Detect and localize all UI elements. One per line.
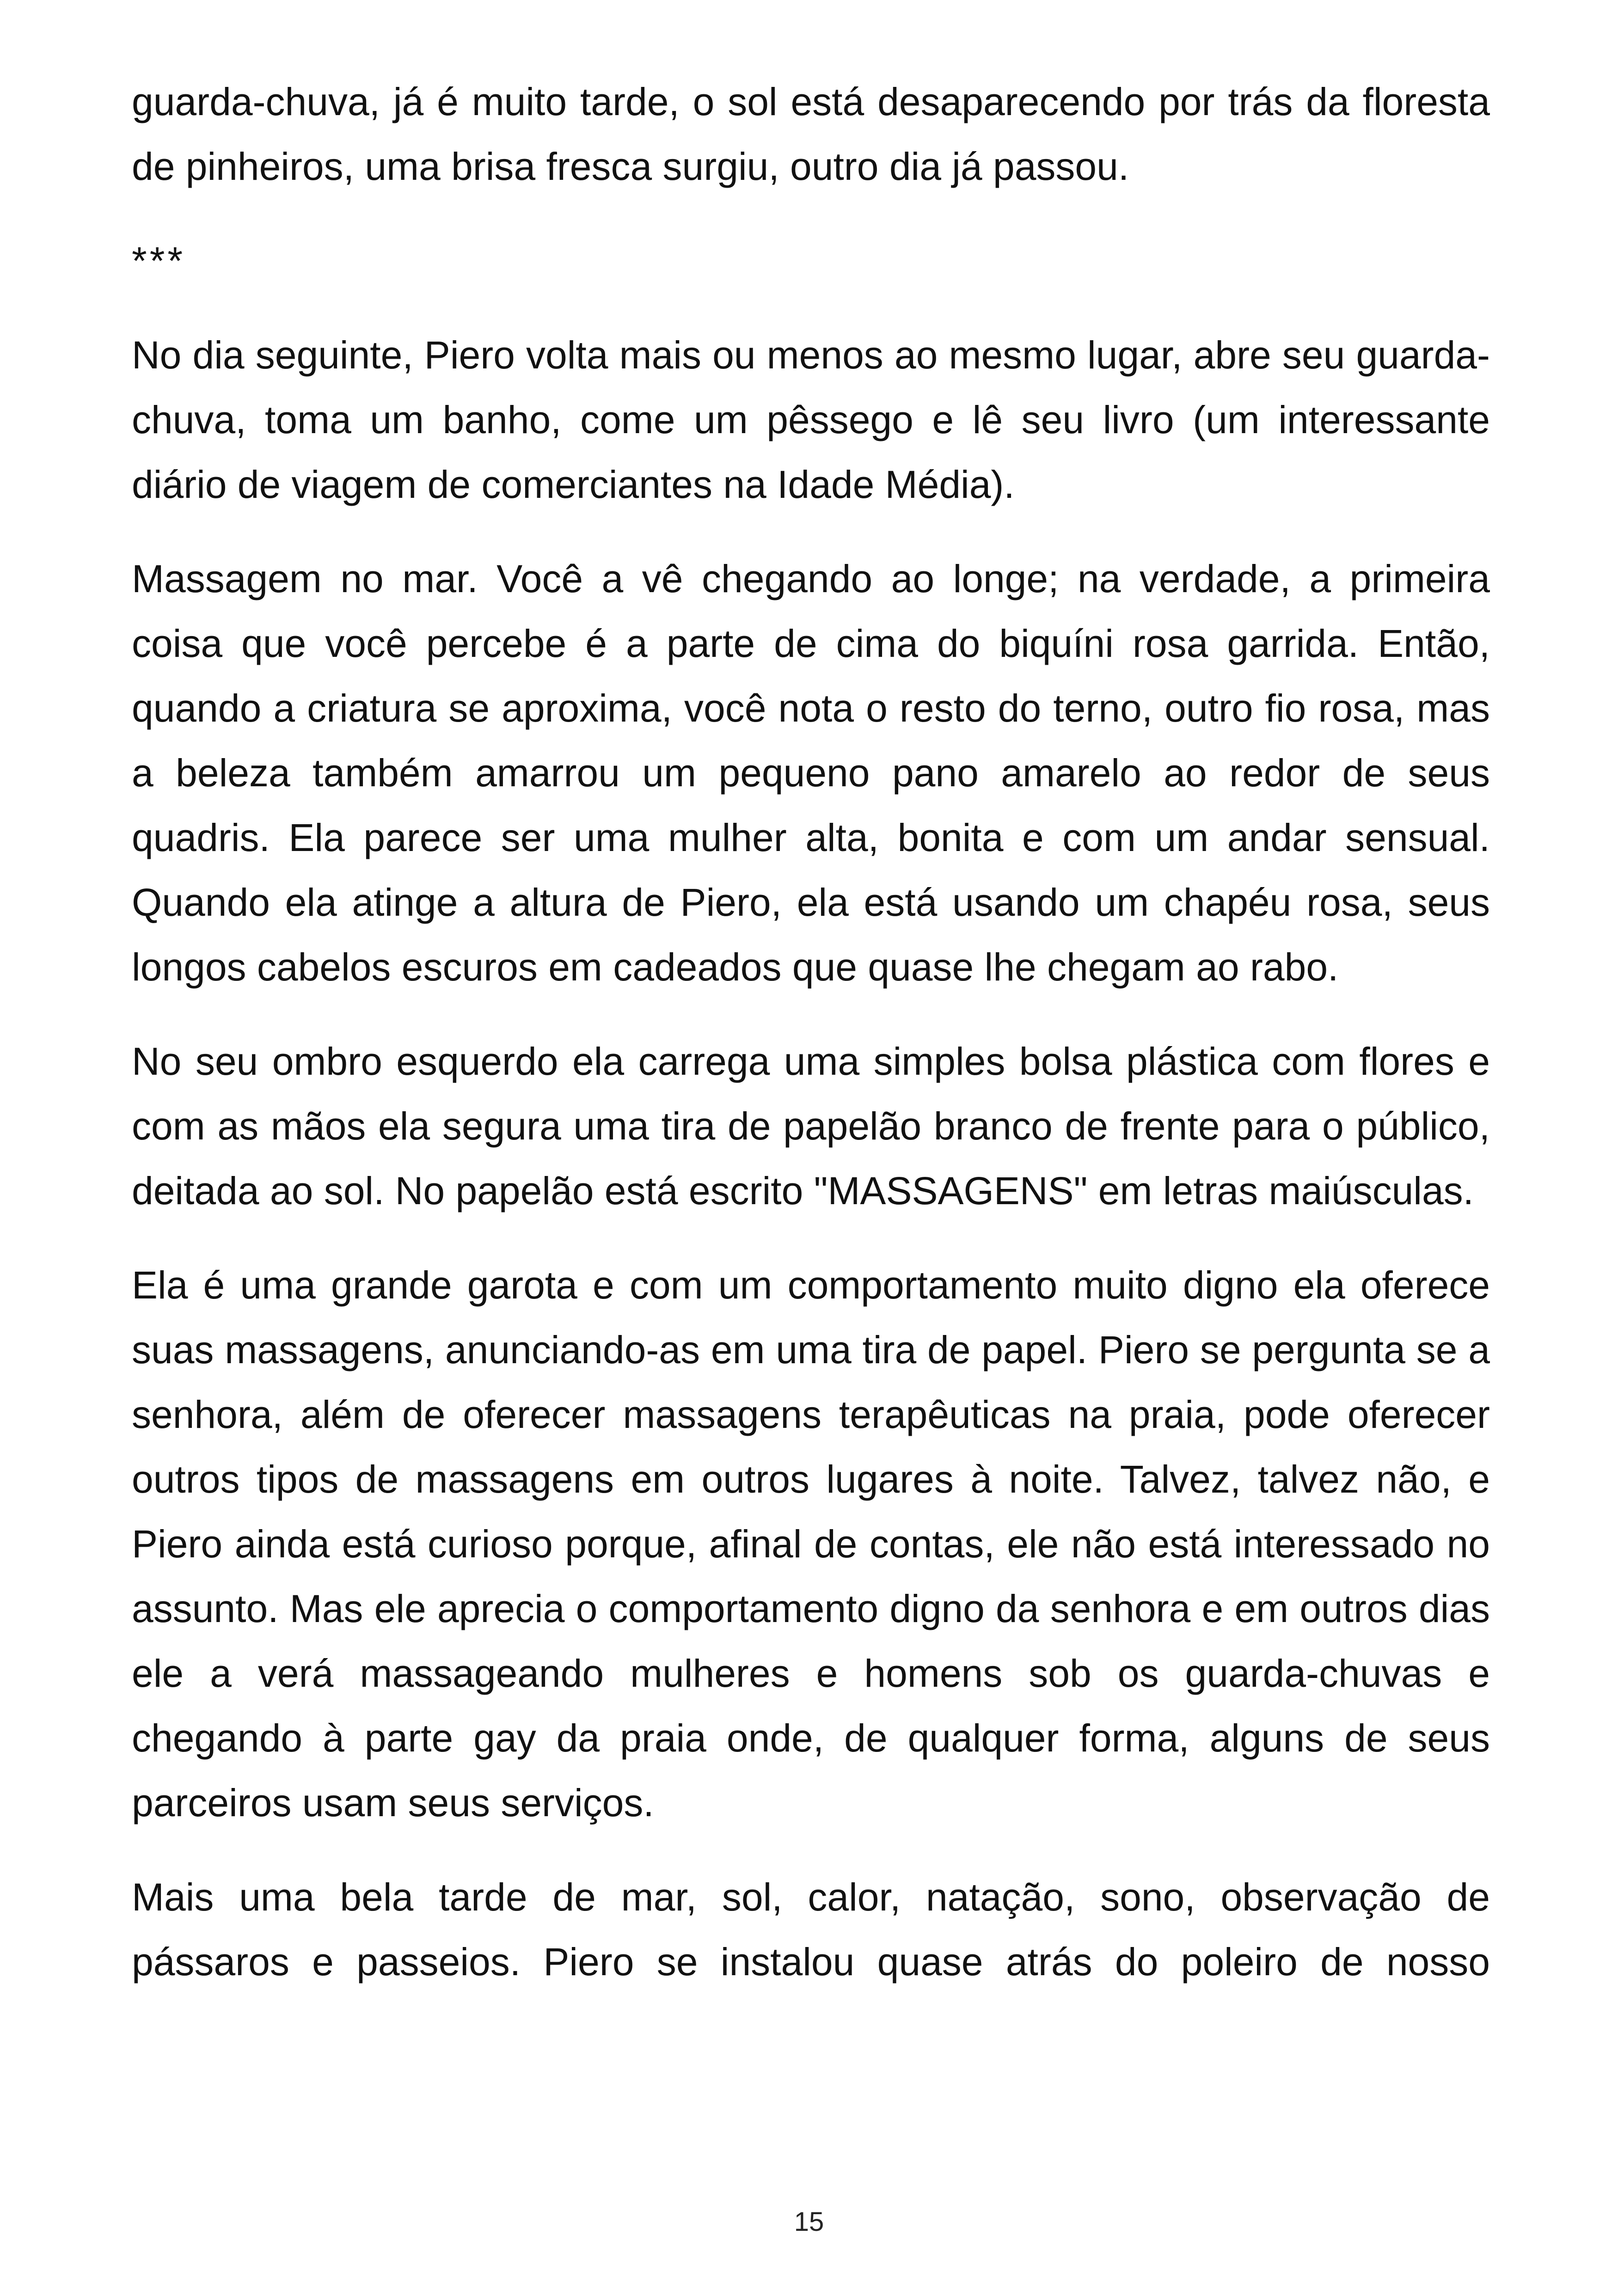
page-number: 15	[794, 2207, 824, 2237]
paragraph-4: No seu ombro esquerdo ela carrega uma simples bolsa plástica com flores e com as mãos ela segura uma tira de papelão branco de frente para o público, deitada ao sol. No papelão está escrito "MASSAGENS" em letras maiúsculas.	[132, 1040, 1490, 1212]
paragraph-3: Massagem no mar. Você a vê chegando ao longe; na verdade, a primeira coisa que você percebe é a parte de cima do biquíni rosa garrida. Então, quando a criatura se aproxima, você nota o resto do terno, outro fio rosa, mas a beleza também amarrou um pequeno pano amarelo ao redor de seus quadris. Ela parece ser uma mulher alta, bonita e com um andar sensual. Quando ela atinge a altura de Piero, ela está usando um chapéu rosa, seus longos cabelos escuros em cadeados que quase lhe chegam ao rabo.	[132, 557, 1490, 989]
paragraph-6: Mais uma bela tarde de mar, sol, calor, natação, sono, observação de pássaros e passeios. Piero se instalou quase atrás do poleiro de nosso	[132, 1875, 1490, 1984]
paragraph-5: Ela é uma grande garota e com um comportamento muito digno ela oferece suas massagens, anunciando-as em uma tira de papel. Piero se pergunta se a senhora, além de oferecer massagens terapêuticas na praia, pode oferecer outros tipos de massagens em outros lugares à noite. Talvez, talvez não, e Piero ainda está curioso porque, afinal de contas, ele não está interessado no assunto. Mas ele aprecia o comportamento digno da senhora e em outros dias ele a verá massageando mulheres e homens sob os guarda-chuvas e chegando à parte gay da praia onde, de qualquer forma, alguns de seus parceiros usam seus serviços.	[132, 1263, 1490, 1825]
paragraph-1: guarda-chuva, já é muito tarde, o sol está desaparecendo por trás da floresta de pinheiros, uma brisa fresca surgiu, outro dia já passou.	[132, 80, 1490, 188]
section-break: ***	[132, 239, 186, 282]
paragraph-2: No dia seguinte, Piero volta mais ou menos ao mesmo lugar, abre seu guarda-chuva, toma um banho, come um pêssego e lê seu livro (um interessante diário de viagem de comerciantes na Idade Média).	[132, 333, 1490, 506]
page-body	[132, 69, 1490, 2024]
